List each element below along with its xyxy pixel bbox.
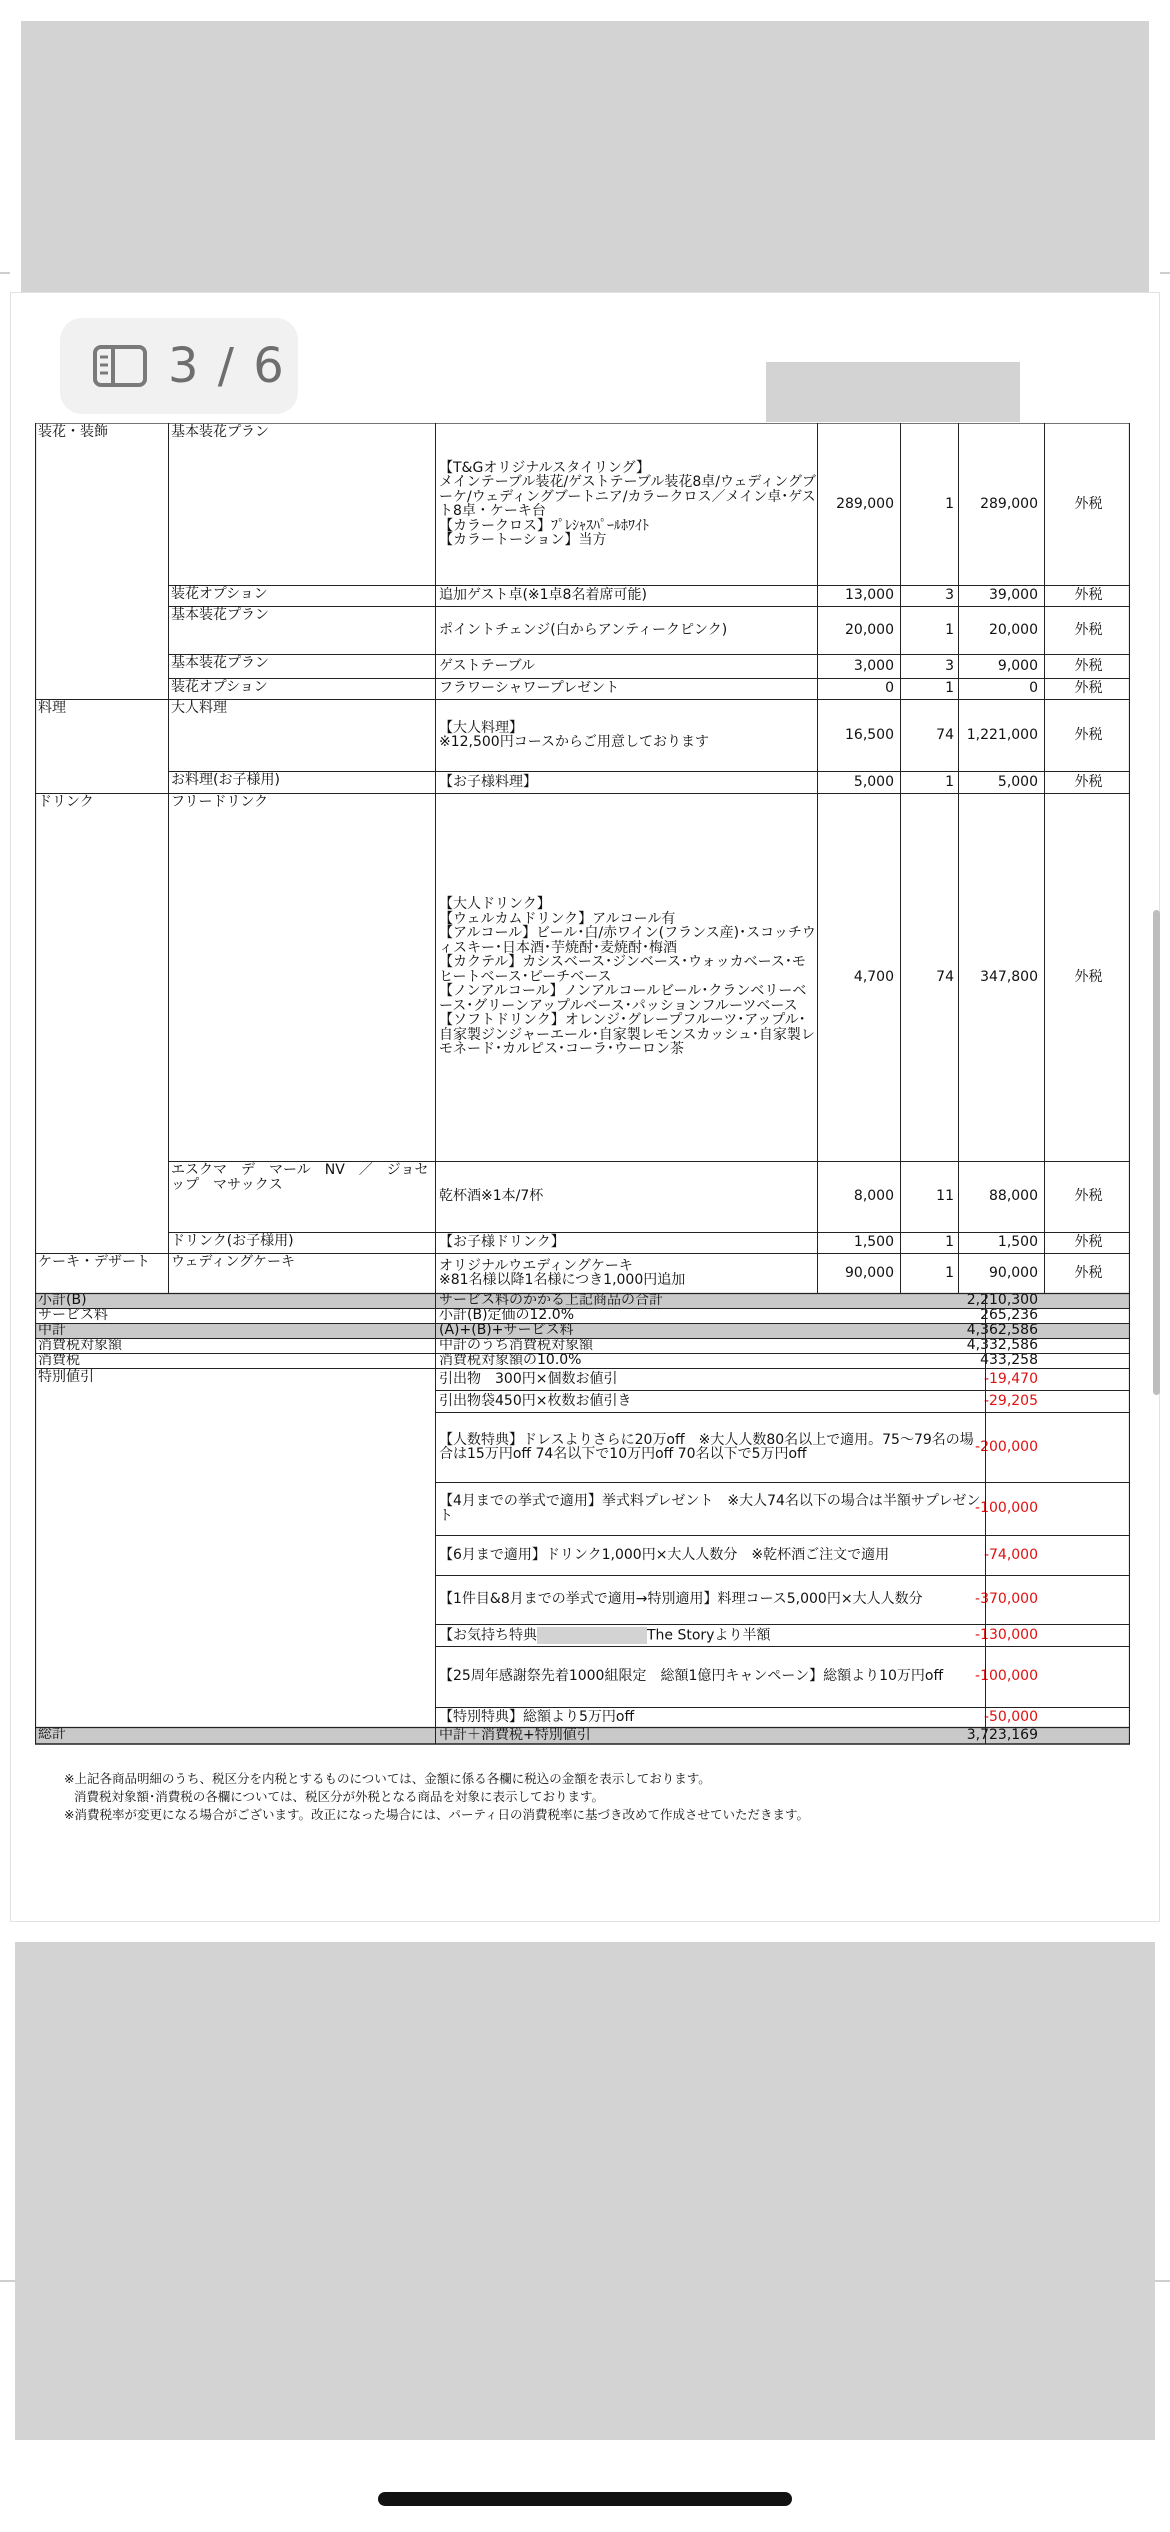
item-name: お料理(お子様用) xyxy=(171,772,280,788)
description-line: 【1件目&8月までの挙式で適用→特別適用】料理コース5,000円×大人人数分 xyxy=(439,1591,923,1608)
tax-type: 外税 xyxy=(1074,495,1103,512)
table-row xyxy=(35,606,1130,654)
discount-row xyxy=(35,1412,1130,1482)
summary-description: (A)+(B)+サービス料 xyxy=(439,1323,574,1338)
discount-value: -19,470 xyxy=(983,1370,1038,1387)
redacted-area-top xyxy=(21,21,1149,307)
amount: 1,221,000 xyxy=(966,726,1038,743)
sidebar-toggle-icon xyxy=(92,344,148,388)
total-description: 中計＋消費税+特別値引 xyxy=(439,1727,591,1744)
unit-price: 8,000 xyxy=(853,1188,894,1205)
table-row xyxy=(35,423,1130,585)
summary-description: 小計(B)定価の12.0% xyxy=(439,1308,575,1323)
description-line: 【特別特典】総額より5万円off xyxy=(439,1708,635,1725)
scrollbar[interactable] xyxy=(1153,910,1160,1395)
item-description xyxy=(439,606,817,654)
item-name: ウェディングケーキ xyxy=(171,1254,296,1270)
item-name: 大人料理 xyxy=(171,700,227,716)
unit-price: 90,000 xyxy=(845,1264,894,1281)
description-line: 【カラークロス】ﾌﾟﾚｼｬｽﾊﾟｰﾙﾎﾜｲﾄ xyxy=(439,517,649,534)
item-name: 基本装花プラン xyxy=(171,424,269,440)
redacted-name xyxy=(537,1627,647,1644)
page-indicator[interactable] xyxy=(60,318,298,414)
description-line: 【カクテル】カシスベース･ジンベース･ウォッカベース･モヒートベース･ピーチベース xyxy=(439,954,806,985)
table-row xyxy=(35,793,1130,1161)
discount-row xyxy=(35,1482,1130,1535)
quantity: 11 xyxy=(936,1188,954,1205)
summary-label: 小計(B) xyxy=(38,1293,87,1308)
discount-label: 特別値引 xyxy=(38,1369,94,1385)
summary-value: 4,332,586 xyxy=(966,1338,1038,1353)
divider-line xyxy=(0,2280,15,2282)
quantity: 3 xyxy=(945,657,954,674)
quantity: 1 xyxy=(945,1234,954,1251)
amount: 289,000 xyxy=(980,495,1038,512)
summary-value: 4,362,586 xyxy=(966,1323,1038,1338)
item-description xyxy=(439,771,817,793)
table-row xyxy=(35,1161,1130,1232)
item-description xyxy=(439,793,817,1161)
divider-line xyxy=(0,272,10,274)
description-line: メインテーブル装花/ゲストテーブル装花8卓/ウェディングブーケ/ウェディングブートニア/カラークロス／メイン卓･ゲスト8卓・ケーキ台 xyxy=(439,474,817,519)
discount-description xyxy=(439,1390,984,1412)
discount-description xyxy=(439,1707,984,1727)
description-line: 追加ゲスト卓(※1卓8名着席可能) xyxy=(439,587,647,604)
discount-description xyxy=(439,1624,984,1646)
discount-row xyxy=(35,1624,1130,1646)
amount: 9,000 xyxy=(997,657,1038,674)
discount-value: -100,000 xyxy=(975,1500,1038,1517)
estimate-table xyxy=(35,423,1130,1751)
item-name: フリードリンク xyxy=(171,794,269,810)
item-category xyxy=(38,1232,166,1253)
description-suffix: The Storyより半額 xyxy=(647,1627,771,1643)
description-line: 【大人料理】 xyxy=(439,719,523,736)
table-row xyxy=(35,1253,1130,1293)
summary-value: 433,258 xyxy=(980,1353,1038,1368)
unit-price: 20,000 xyxy=(845,621,894,638)
tax-type: 外税 xyxy=(1074,968,1103,985)
quantity: 1 xyxy=(945,773,954,790)
discount-value: -74,000 xyxy=(983,1546,1038,1563)
amount: 20,000 xyxy=(989,621,1038,638)
summary-row xyxy=(35,1323,1130,1338)
tax-type: 外税 xyxy=(1074,680,1103,697)
quantity: 1 xyxy=(945,621,954,638)
item-description xyxy=(439,1232,817,1253)
description-line: 【T&Gオリジナルスタイリング】 xyxy=(439,459,651,476)
item-category: ケーキ・デザート xyxy=(38,1254,150,1270)
footnotes xyxy=(64,1770,809,1824)
divider-line xyxy=(1155,2280,1170,2282)
discount-value: -130,000 xyxy=(975,1626,1038,1643)
description-line: 【お子様ドリンク】 xyxy=(439,1234,565,1251)
item-description xyxy=(439,678,817,699)
amount: 39,000 xyxy=(989,587,1038,604)
redacted-area-header xyxy=(766,362,1020,422)
description-line: 【ソフトドリンク】オレンジ･グレープフルーツ･アップル･自家製ジンジャーエール･自家製レモンスカッシュ･自家製レモネード･カルピス･コーラ･ウーロン茶 xyxy=(439,1012,815,1058)
amount: 88,000 xyxy=(989,1188,1038,1205)
quantity: 1 xyxy=(945,495,954,512)
footnote: 消費税対象額･消費税の各欄については、税区分が外税となる商品を対象に表示しております。 xyxy=(74,1789,605,1804)
summary-row xyxy=(35,1338,1130,1353)
total-row xyxy=(35,1727,1130,1744)
description-line: 【25周年感謝祭先着1000組限定 総額1億円キャンペーン】総額より10万円off xyxy=(439,1668,944,1685)
item-description xyxy=(439,423,817,585)
tax-type: 外税 xyxy=(1074,773,1103,790)
tax-type: 外税 xyxy=(1074,587,1103,604)
summary-value: 2,210,300 xyxy=(966,1293,1038,1308)
discount-description xyxy=(439,1575,984,1624)
summary-label: サービス料 xyxy=(38,1308,108,1323)
item-category xyxy=(38,585,166,606)
tax-type: 外税 xyxy=(1074,726,1103,743)
summary-row xyxy=(35,1293,1130,1308)
total-label: 総計 xyxy=(38,1727,66,1742)
description-line: ゲストテーブル xyxy=(439,657,536,674)
quantity: 74 xyxy=(936,726,954,743)
description-line: 【ノンアルコール】ノンアルコールビール･クランベリーベース･グリーンアップルベース･パッションフルーツベース xyxy=(439,983,807,1014)
item-name: 装花オプション xyxy=(171,679,268,695)
description-line: 【お子様料理】 xyxy=(439,773,537,790)
tax-type: 外税 xyxy=(1074,657,1103,674)
page-number: 3 / 6 xyxy=(168,338,286,394)
unit-price: 1,500 xyxy=(853,1234,894,1251)
summary-label: 消費税 xyxy=(38,1353,80,1368)
summary-label: 消費税対象額 xyxy=(38,1338,122,1353)
unit-price: 4,700 xyxy=(853,968,894,985)
summary-description: サービス料のかかる上記商品の合計 xyxy=(439,1293,663,1308)
discount-value: -370,000 xyxy=(975,1591,1038,1608)
description-line: 【カラートーション】当方 xyxy=(439,532,607,548)
item-description xyxy=(439,1161,817,1232)
description-line: フラワーシャワープレゼント xyxy=(439,680,620,697)
item-category xyxy=(38,654,166,678)
item-description xyxy=(439,585,817,606)
summary-row xyxy=(35,1308,1130,1323)
item-category xyxy=(38,1161,166,1232)
total-value: 3,723,169 xyxy=(966,1727,1038,1744)
amount: 5,000 xyxy=(997,773,1038,790)
description-line: ポイントチェンジ(白からアンティークピンク) xyxy=(439,621,728,638)
item-name: 基本装花プラン xyxy=(171,655,269,671)
table-row xyxy=(35,699,1130,771)
description-line: 【4月までの挙式で適用】挙式料プレゼント ※大人74名以下の場合は半額サプレゼント xyxy=(439,1493,981,1524)
discount-description xyxy=(439,1412,984,1482)
summary-value: 265,236 xyxy=(980,1308,1038,1323)
item-description xyxy=(439,1253,817,1293)
description-line: 引出物 300円×個数お値引 xyxy=(439,1370,618,1387)
discount-description xyxy=(439,1482,984,1535)
description-line: 【ウェルカムドリンク】アルコール有 xyxy=(439,910,676,927)
table-row xyxy=(35,771,1130,793)
description-line: 【6月まで適用】ドリンク1,000円×大人人数分 ※乾杯酒ご注文で適用 xyxy=(439,1546,890,1563)
discount-row xyxy=(35,1646,1130,1707)
item-name: 基本装花プラン xyxy=(171,607,269,623)
discount-value: -50,000 xyxy=(983,1708,1038,1725)
discount-row xyxy=(35,1390,1130,1412)
unit-price: 3,000 xyxy=(853,657,894,674)
tax-type: 外税 xyxy=(1074,1264,1103,1281)
item-category: 料理 xyxy=(38,700,66,716)
description-line: 引出物袋450円×枚数お値引き xyxy=(439,1392,632,1409)
description-line xyxy=(439,1627,984,1644)
description-line: ※12,500円コースからご用意しております xyxy=(439,734,710,750)
quantity: 3 xyxy=(945,587,954,604)
item-category xyxy=(38,678,166,699)
discount-description xyxy=(439,1368,984,1390)
discount-description xyxy=(439,1646,984,1707)
amount: 0 xyxy=(1029,680,1038,697)
table-row xyxy=(35,654,1130,678)
discount-row xyxy=(35,1368,1130,1390)
item-category xyxy=(38,606,166,654)
footnote: ※上記各商品明細のうち、税区分を内税とするものについては、金額に係る各欄に税込の金額を表示しております。 xyxy=(64,1771,711,1786)
description-line: 【アルコール】ビール･白/赤ワイン(フランス産)･スコッチウィスキー･日本酒･芋焼酎･麦焼酎･梅酒 xyxy=(439,925,816,956)
discount-row xyxy=(35,1707,1130,1727)
discount-value: -29,205 xyxy=(983,1392,1038,1409)
item-name: ドリンク(お子様用) xyxy=(171,1233,294,1249)
item-name: 装花オプション xyxy=(171,586,268,602)
summary-description: 中計のうち消費税対象額 xyxy=(439,1338,593,1353)
redacted-area-bottom xyxy=(15,1942,1155,2440)
tax-type: 外税 xyxy=(1074,1234,1103,1251)
unit-price: 289,000 xyxy=(836,495,894,512)
description-prefix: 【お気持ち特典 xyxy=(439,1627,537,1643)
description-line: 【大人ドリンク】 xyxy=(439,896,551,913)
summary-description: 消費税対象額の10.0% xyxy=(439,1353,582,1368)
footnote: ※消費税率が変更になる場合がございます。改正になった場合には、パーティ日の消費税率に基づき改めて作成させていただきます。 xyxy=(64,1807,809,1822)
amount: 1,500 xyxy=(997,1234,1038,1251)
discount-description xyxy=(439,1535,984,1575)
quantity: 1 xyxy=(945,680,954,697)
tax-type: 外税 xyxy=(1074,621,1103,638)
unit-price: 5,000 xyxy=(853,773,894,790)
table-row xyxy=(35,678,1130,699)
summary-row xyxy=(35,1353,1130,1368)
item-description xyxy=(439,699,817,771)
table-row xyxy=(35,585,1130,606)
unit-price: 13,000 xyxy=(845,587,894,604)
summary-label: 中計 xyxy=(38,1323,66,1338)
description-line: オリジナルウエディングケーキ xyxy=(439,1257,633,1274)
item-description xyxy=(439,654,817,678)
divider-line xyxy=(1160,272,1170,274)
unit-price: 0 xyxy=(885,680,894,697)
home-indicator[interactable] xyxy=(378,2492,792,2506)
item-category: ドリンク xyxy=(38,794,94,810)
discount-row xyxy=(35,1535,1130,1575)
quantity: 1 xyxy=(945,1264,954,1281)
unit-price: 16,500 xyxy=(845,726,894,743)
item-category: 装花・装飾 xyxy=(38,424,108,440)
amount: 347,800 xyxy=(980,968,1038,985)
tax-type: 外税 xyxy=(1074,1188,1103,1205)
table-row xyxy=(35,1232,1130,1253)
item-category xyxy=(38,771,166,793)
discount-row xyxy=(35,1575,1130,1624)
discount-value: -200,000 xyxy=(975,1438,1038,1455)
amount: 90,000 xyxy=(989,1264,1038,1281)
description-line: ※81名様以降1名様につき1,000円追加 xyxy=(439,1272,686,1288)
discount-value: -100,000 xyxy=(975,1668,1038,1685)
description-line: 乾杯酒※1本/7杯 xyxy=(439,1188,544,1205)
description-line: 【人数特典】ドレスよりさらに20万off ※大人人数80名以上で適用。75～79名の場合は15万円off 74名以下で10万円off 70名以下で5万円off xyxy=(439,1431,974,1462)
item-name: エスクマ デ マール NV ／ ジョセップ マサックス xyxy=(171,1162,429,1193)
quantity: 74 xyxy=(936,968,954,985)
